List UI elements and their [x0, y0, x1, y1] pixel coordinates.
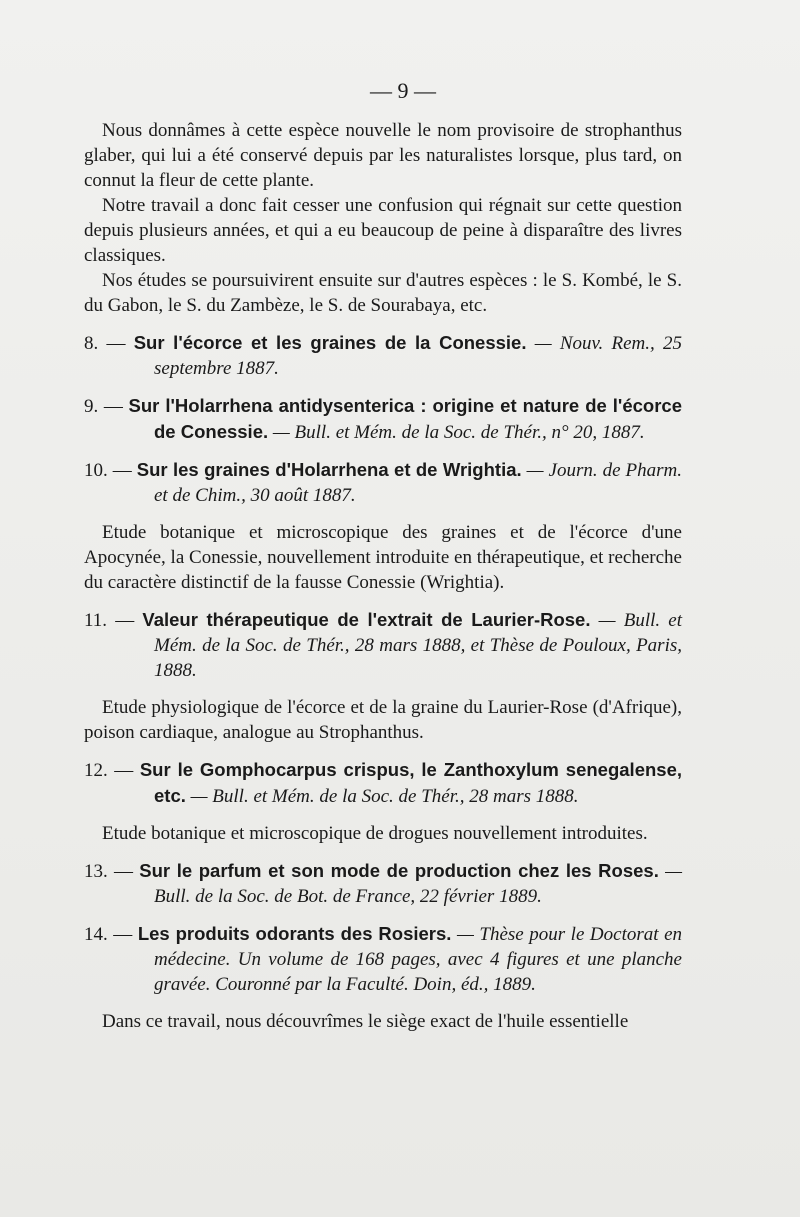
publication-reference: — Thèse pour le Doctorat en médecine. Un volume de 168 pages, avec 4 figures et une planche gravée. Couronné par la Faculté. Doin, éd., 1889.	[154, 924, 682, 995]
publication-title: Sur le parfum et son mode de production chez les Roses.	[139, 860, 659, 881]
publication-title: Sur le Gomphocarpus crispus, le Zanthoxylum senegalense, etc.	[139, 759, 683, 806]
closing-paragraph: Dans ce travail, nous découvrîmes le siège exact de l'huile essentielle	[102, 1011, 629, 1032]
publication-entry	[84, 858, 682, 909]
publication-title: Sur les graines d'Holarrhena et de Wrightia.	[136, 459, 522, 480]
publication-description: Etude physiologique de l'écorce et de la graine du Laurier-Rose (d'Afrique), poison cardiaque, analogue au Strophanthus.	[84, 697, 682, 743]
publication-number: 9. —	[84, 396, 129, 417]
publication-entry	[84, 757, 682, 846]
publication-number: 11. —	[84, 610, 143, 631]
publication-number: 12. —	[84, 760, 140, 781]
publication-title: Sur l'Holarrhena antidysenterica : origine et nature de l'écorce de Conessie.	[128, 395, 682, 442]
publication-description: Etude botanique et microscopique de drogues nouvellement introduites.	[102, 823, 648, 844]
publication-list	[84, 330, 682, 997]
publication-reference: — Bull. et Mém. de la Soc. de Thér., 28 mars 1888, et Thèse de Pouloux, Paris, 1888.	[154, 610, 683, 681]
publication-reference: — Bull. de la Soc. de Bot. de France, 22 février 1889.	[154, 861, 682, 907]
publication-title: Sur l'écorce et les graines de la Conessie.	[133, 332, 527, 353]
page-number: — 9 —	[370, 78, 436, 103]
paragraph-1: Nous donnâmes à cette espèce nouvelle le nom provisoire de strophanthus glaber, qui lui a été conservé depuis par les naturalistes lorsque, plus tard, on connut la fleur de cette plante.	[84, 120, 682, 191]
publication-heading	[84, 607, 682, 683]
publication-entry	[84, 330, 682, 381]
publication-reference: — Bull. et Mém. de la Soc. de Thér., 28 mars 1888.	[185, 786, 579, 807]
publication-reference: — Bull. et Mém. de la Soc. de Thér., n° 20, 1887.	[268, 422, 645, 443]
publication-title: Valeur thérapeutique de l'extrait de Laurier-Rose.	[142, 609, 591, 630]
publication-heading	[84, 921, 682, 997]
publication-number: 8. —	[84, 333, 134, 354]
publication-number: 14. —	[84, 924, 138, 945]
publication-heading	[84, 457, 682, 508]
publication-heading	[84, 393, 682, 445]
publication-entry	[84, 921, 682, 997]
publication-entry	[84, 457, 682, 595]
publication-heading	[84, 858, 682, 909]
publication-heading	[84, 330, 682, 381]
publication-number: 10. —	[84, 460, 137, 481]
paragraph-3: Nos études se poursuivirent ensuite sur d'autres espèces : le S. Kombé, le S. du Gabon, le S. du Zambèze, le S. de Sourabaya, etc.	[84, 270, 682, 316]
publication-number: 13. —	[84, 861, 140, 882]
publication-reference: — Nouv. Rem., 25 septembre 1887.	[154, 333, 683, 379]
publication-title: Les produits odorants des Rosiers.	[137, 923, 452, 944]
publication-description: Etude botanique et microscopique des graines et de l'écorce d'une Apocynée, la Conessie, nouvellement introduite en thérapeutique, et recherche du caractère distinctif de la fausse Conessie (Wrightia).	[84, 522, 682, 593]
publication-entry	[84, 393, 682, 445]
paragraph-2: Notre travail a donc fait cesser une confusion qui régnait sur cette question depuis plusieurs années, et qui a eu beaucoup de peine à disparaître des livres classiques.	[84, 195, 682, 266]
publication-entry	[84, 607, 682, 745]
publication-reference: — Journ. de Pharm. et de Chim., 30 août 1887.	[154, 460, 683, 506]
publication-heading	[84, 757, 682, 809]
